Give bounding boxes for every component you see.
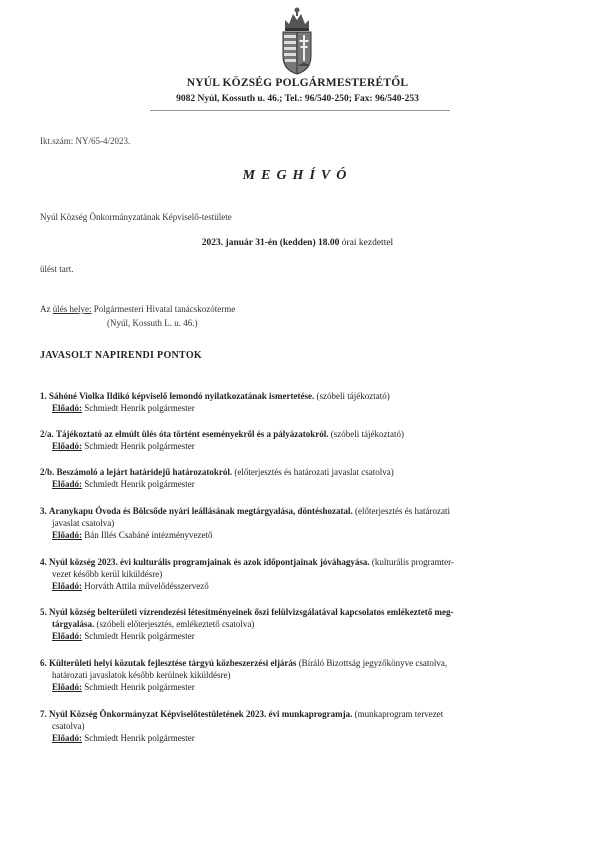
item-title: Tájékoztató az elmúlt ülés óta történt eseményekről és a pályázatokról.	[56, 429, 329, 439]
item-number: 6.	[40, 658, 47, 668]
meeting-date-rest: órai kezdettel	[339, 238, 394, 248]
meeting-location	[40, 304, 235, 314]
presenter-name: Horváth Attila művelődésszervező	[82, 581, 209, 591]
item-note: (szóbeli előterjesztés, emlékeztető csatolva)	[94, 619, 255, 629]
presenter-label: Előadó:	[52, 479, 83, 489]
item-note-continued: vezet később kerül kiküldésre)	[52, 569, 163, 579]
presenter-name: Schmiedt Henrik polgármester	[82, 441, 195, 451]
agenda-item	[40, 428, 558, 452]
item-note-continued: javaslat csatolva)	[52, 518, 115, 528]
presenter-name: Schmiedt Henrik polgármester	[82, 479, 195, 489]
location-address: (Nyúl, Kossuth L. u. 46.)	[107, 318, 198, 328]
item-note: (szóbeli tájékoztató)	[314, 391, 390, 401]
item-title: Nyúl község belterületi vízrendezési létesítményeinek őszi felülvizsgálatával kapcsolatos emlékeztető meg-	[49, 607, 454, 617]
agenda-item	[40, 466, 558, 490]
item-number: 2/a.	[40, 429, 54, 439]
presenter-label: Előadó:	[52, 581, 83, 591]
location-prefix: Az	[40, 304, 53, 314]
intro-text: Nyúl Község Önkormányzatának Képviselő-testülete	[40, 212, 232, 222]
header-title: NYÚL KÖZSÉG POLGÁRMESTERÉTŐL	[186, 77, 409, 89]
item-presenter	[52, 440, 558, 452]
item-number: 4.	[40, 557, 47, 567]
document-title: MEGHÍVÓ	[242, 168, 353, 183]
agenda-item	[40, 606, 558, 642]
presenter-label: Előadó:	[52, 403, 83, 413]
item-title-cont-bold: tárgyalása.	[52, 619, 95, 629]
agenda-item	[40, 657, 558, 693]
item-title: Nyúl község 2023. évi kulturális programjainak és azok időpontjainak jóváhagyása.	[49, 557, 370, 567]
item-note: (előterjesztés és határozati javaslat csatolva)	[232, 467, 394, 477]
presenter-name: Schmiedt Henrik polgármester	[82, 403, 195, 413]
presenter-name: Schmiedt Henrik polgármester	[82, 631, 195, 641]
item-number: 2/b.	[40, 467, 55, 477]
item-title: Sáhóné Violka Ildikó képviselő lemondó nyilatkozatának ismertetése.	[49, 391, 315, 401]
item-note: (előterjesztés és határozati	[352, 506, 450, 516]
item-note-continued: csatolva)	[52, 721, 85, 731]
presenter-label: Előadó:	[52, 530, 83, 540]
item-presenter	[52, 630, 558, 642]
item-presenter	[52, 478, 558, 490]
item-number: 5.	[40, 607, 47, 617]
location-label: ülés helye:	[52, 304, 92, 314]
presenter-label: Előadó:	[52, 682, 83, 692]
presenter-name: Schmiedt Henrik polgármester	[82, 733, 195, 743]
location-place: Polgármesteri Hivatal tanácskozóterme	[91, 304, 236, 314]
item-number: 1.	[40, 391, 47, 401]
item-number: 3.	[40, 506, 47, 516]
agenda-item	[40, 708, 558, 744]
meeting-date-bold: 2023. január 31-én (kedden) 18.00	[201, 238, 340, 248]
registration-number: Ikt.szám: NY/65-4/2023.	[40, 136, 131, 146]
header-address: 9082 Nyúl, Kossuth u. 46.; Tel.: 96/540-250; Fax: 96/540-253	[176, 94, 419, 104]
item-note: (kulturális programter-	[369, 557, 454, 567]
item-title-continued	[52, 618, 558, 630]
item-number: 7.	[40, 709, 47, 719]
item-note-continued: határozati javaslatok később kerülnek kiküldésre)	[52, 670, 231, 680]
presenter-label: Előadó:	[52, 441, 83, 451]
presenter-label: Előadó:	[52, 631, 83, 641]
item-title: Beszámoló a lejárt határidejű határozatokról.	[56, 467, 233, 477]
agenda-heading: JAVASOLT NAPIRENDI PONTOK	[40, 350, 202, 361]
item-note: (szóbeli tájékoztató)	[328, 429, 404, 439]
agenda-item	[40, 505, 558, 541]
header-divider	[150, 110, 450, 111]
item-presenter	[52, 580, 558, 592]
item-note: (Bíráló Bizottság jegyzőkönyve csatolva,	[296, 658, 448, 668]
agenda-item	[40, 556, 558, 592]
presenter-label: Előadó:	[52, 733, 83, 743]
item-presenter	[52, 402, 558, 414]
presenter-name: Schmiedt Henrik polgármester	[82, 682, 195, 692]
presenter-name: Bán Illés Csabáné intézményvezető	[82, 530, 213, 540]
meeting-statement: ülést tart.	[40, 264, 74, 274]
item-presenter	[52, 529, 558, 541]
item-note: (munkaprogram tervezet	[352, 709, 444, 719]
item-title: Külterületi helyi közutak fejlesztése tárgyú közbeszerzési eljárás	[49, 658, 297, 668]
item-title: Aranykapu Óvoda és Bölcsőde nyári leállásának megtárgyalása, döntéshozatal.	[49, 506, 353, 516]
item-presenter	[52, 681, 558, 693]
meeting-date	[0, 238, 595, 248]
crest-icon	[277, 6, 317, 76]
item-title: Nyúl Község Önkormányzat Képviselőtestületének 2023. évi munkaprogramja.	[49, 709, 353, 719]
item-presenter	[52, 732, 558, 744]
agenda-item	[40, 390, 558, 414]
